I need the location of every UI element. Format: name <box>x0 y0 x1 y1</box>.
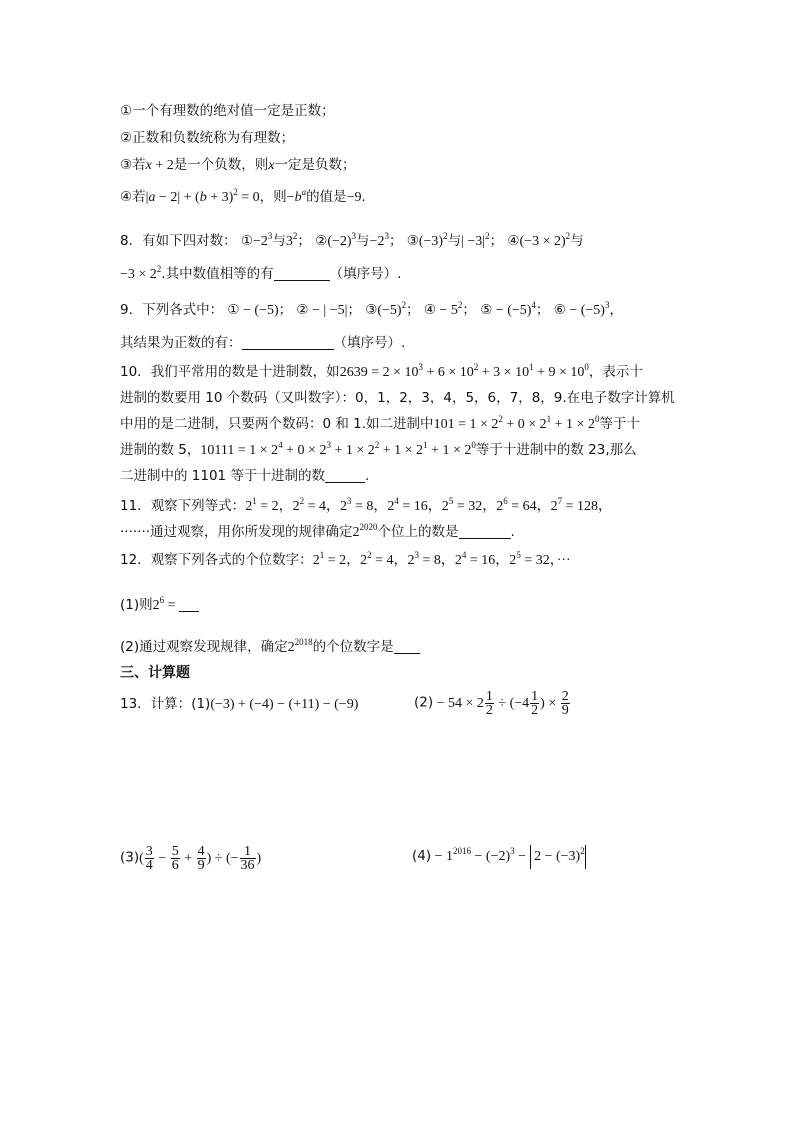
answer-blank[interactable] <box>459 524 511 539</box>
section-heading: 三、计算题 <box>120 665 190 681</box>
question-10-line-5: 二进制中的 1101 等于十进制的数 . <box>120 468 370 484</box>
question-13-part-2: (2) − 54 × 2 $\frac{1}{2}$ ÷ (−4 $\frac{1}{2}$ ) × $\frac{2}{9}$ <box>414 689 569 718</box>
question-8-line-2: $-3 \times 2^2$.其中数值相等的有 （填序号）. <box>120 264 402 282</box>
question-8-line-1: 8．有如下四对数： $①-2^3$与$3^2$； $②(-2)^3$与$-2^3$； $③(-3)^2$与| $-3|^2$； ④(−3 × 2)$^2$与 <box>120 231 584 249</box>
answer-blank[interactable] <box>325 468 365 483</box>
answer-blank[interactable] <box>394 639 420 654</box>
question-13-part-3: (3)( $\frac{3}{4}$ − $\frac{5}{6}$ + $\frac{4}{9}$ ) ÷ (− $\frac{1}{36}$ ) <box>120 844 262 873</box>
question-10-line-3: 中用的是二进制，只要两个数码：0 和 1.如二进制中$101 = 1 \times 2^2 + 0 \times 2^1 + 1 \times 2^0$等于十 <box>120 414 640 432</box>
question-13-part-4: $(4) - 1^{2016} - (-2)^3 - 2 - (-3)^2$ <box>412 845 586 869</box>
question-11-line-1: 11．观察下列等式：$2^1 = 2$，$2^2 = 4$，$2^3 = 8$，$2^4 = 16$，$2^5 = 32$，$2^6 = 64$，$2^7 = 128$， <box>120 496 613 514</box>
question-12-part-2: (2)通过观察发现规律，确定$2^{2018}$的个位数字是 <box>120 637 420 658</box>
answer-blank[interactable] <box>179 597 199 612</box>
statement-4: ④若$|a - 2| + (b + 3)^2 = 0$，则$-b^a$的值是−9． <box>120 187 375 205</box>
question-10-line-1: 10．我们平常用的数是十进制数，如$2639 = 2 \times 10^3 + 6 \times 10^2 + 3 \times 10^1 + 9 \times 10^0$，表示十 <box>120 362 643 380</box>
question-9-line-1: 9．下列各式中： ① − (−5)； ② − | −5|； $③(-5)^2$； ④ − $5^2$； ⑤ − $(-5)^4$； ⑥ − $(-5)^3$， <box>120 300 623 318</box>
question-12-part-1: (1)则$2^6$ = <box>120 595 199 616</box>
question-10-line-4: 进制的数 5，$10111 = 1 \times 2^4 + 0 \times 2^3 + 1 \times 2^2 + 1 \times 2^1 + 1 \times 2^0$等于十进制中的数 23,那么 <box>120 440 637 458</box>
statement-3: ③若x + 2是一个负数，则x一定是负数； <box>120 157 356 173</box>
statement-1: ①一个有理数的绝对值一定是正数； <box>120 103 335 119</box>
question-12-line-1: 12．观察下列各式的个位数字：$2^1 = 2$，$2^2 = 4$，$2^3 = 8$，$2^4 = 16$，$2^5 = 32$，··· <box>120 550 571 568</box>
answer-blank[interactable] <box>242 335 334 350</box>
statement-2: ②正数和负数统称为有理数； <box>120 130 295 146</box>
answer-blank[interactable] <box>274 266 330 281</box>
question-10-line-2: 进制的数要用 10 个数码（又叫数字）：0，1，2，3，4，5，6，7，8，9.在电子数字计算机 <box>120 390 675 406</box>
question-9-line-2: 其结果为正数的有： （填序号）. <box>120 335 406 351</box>
question-11-line-2: ·······通过观察，用你所发现的规律确定$2^{2020}$个位上的数是 . <box>120 522 515 540</box>
question-13-line-1: 13．计算：(1)(−3) + (−4) − (+11) − (−9) <box>120 696 359 712</box>
